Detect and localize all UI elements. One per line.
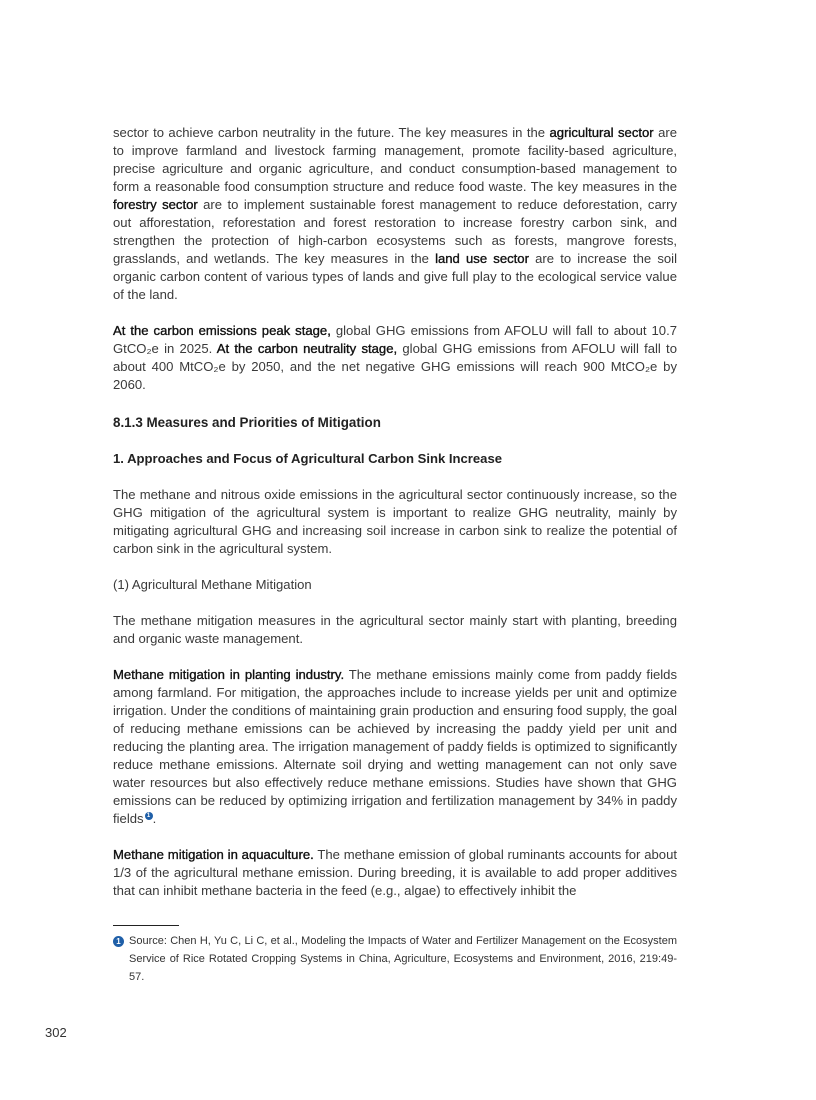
bold-term: At the carbon emissions peak stage, <box>113 323 331 338</box>
text-run: are to increase the soil organic carbon content of various types of lands and give full play to the ecological service value of the land. <box>113 251 677 302</box>
footnote <box>113 932 677 986</box>
footnote-ref-icon[interactable]: 1 <box>145 812 153 820</box>
bold-term: agricultural sector <box>549 125 654 140</box>
paragraph <box>113 666 677 828</box>
text-run: sector to achieve carbon neutrality in the future. The key measures in the <box>113 125 550 140</box>
text-run: global GHG emissions from AFOLU will fall to about 10.7 GtCO₂e in 2025. <box>113 323 677 356</box>
body-text <box>113 124 677 918</box>
text-run: The methane emission of global ruminants accounts for about 1/3 of the agricultural methane emission. During breeding, it is available to add proper additives that can inhibit methane bacteria in the feed (e.g., algae) to effectively inhibit the <box>113 847 677 898</box>
text-run: The methane and nitrous oxide emissions in the agricultural sector continuously increase, so the GHG mitigation of the agricultural system is important to realize GHG neutrality, mainly by mitigating agricultural GHG and increasing soil increase in carbon sink to realize the potential of carbon sink in the agricultural system. <box>113 487 677 556</box>
text-run: are to improve farmland and livestock farming management, promote facility-based agriculture, precise agriculture and organic agriculture, and conduct consumption-based management to form a reasonable food consumption structure and reduce food waste. The key measures in the <box>113 125 678 194</box>
section-heading <box>113 414 677 432</box>
paragraph <box>113 612 677 648</box>
text-run: 8.1.3 Measures and Priorities of Mitigation <box>113 415 381 430</box>
text-run: The methane mitigation measures in the agricultural sector mainly start with planting, breeding and organic waste management. <box>113 613 677 646</box>
subsection-heading <box>113 450 677 468</box>
paragraph <box>113 322 677 394</box>
text-run: global GHG emissions from AFOLU will fall to about 400 MtCO₂e by 2050, and the net negative GHG emissions will reach 900 MtCO₂e by 2060. <box>113 341 677 392</box>
footnote-divider <box>113 925 179 926</box>
page-number: 302 <box>45 1025 67 1040</box>
footnote-text: Source: Chen H, Yu C, Li C, et al., Modeling the Impacts of Water and Fertilizer Management on the Ecosystem Service of Rice Rotated Cropping Systems in China, Agriculture, Ecosystems and Environment, 2016, 219:49-57. <box>129 935 677 983</box>
bold-term: Methane mitigation in aquaculture. <box>113 847 314 862</box>
bold-term: Methane mitigation in planting industry. <box>113 667 345 682</box>
bold-term: land use sector <box>435 251 529 266</box>
bold-term: forestry sector <box>113 197 198 212</box>
text-run: (1) Agricultural Methane Mitigation <box>113 577 312 592</box>
paragraph <box>113 486 677 558</box>
text-run: The methane emissions mainly come from paddy fields among farmland. For mitigation, the approaches include to increase yields per unit and optimize irrigation. Under the conditions of maintaining grain production and ensuring food supply, the goal of reducing methane emissions can be achieved by increasing the paddy yield per unit and reducing the planting area. The irrigation management of paddy fields is optimized to significantly reduce methane emissions. Alternate soil drying and wetting management can not only save water resources but also effectively reduce methane emissions. Studies have shown that GHG emissions can be reduced by optimizing irrigation and fertilization management by 34% in paddy fields <box>113 667 677 826</box>
paragraph <box>113 846 677 900</box>
paragraph <box>113 576 677 594</box>
paragraph <box>113 124 677 304</box>
text-run: . <box>152 811 157 826</box>
text-run: are to implement sustainable forest management to reduce deforestation, carry out afforestation, reforestation and forest restoration to increase forestry carbon sink, and strengthen the protection of high-carbon ecosystems such as forests, mangrove forests, grasslands, and wetlands. The key measures in the <box>113 197 677 266</box>
text-run: 1. Approaches and Focus of Agricultural Carbon Sink Increase <box>113 451 503 466</box>
bold-term: At the carbon neutrality stage, <box>216 341 398 356</box>
footnote-marker-icon: 1 <box>113 936 124 947</box>
